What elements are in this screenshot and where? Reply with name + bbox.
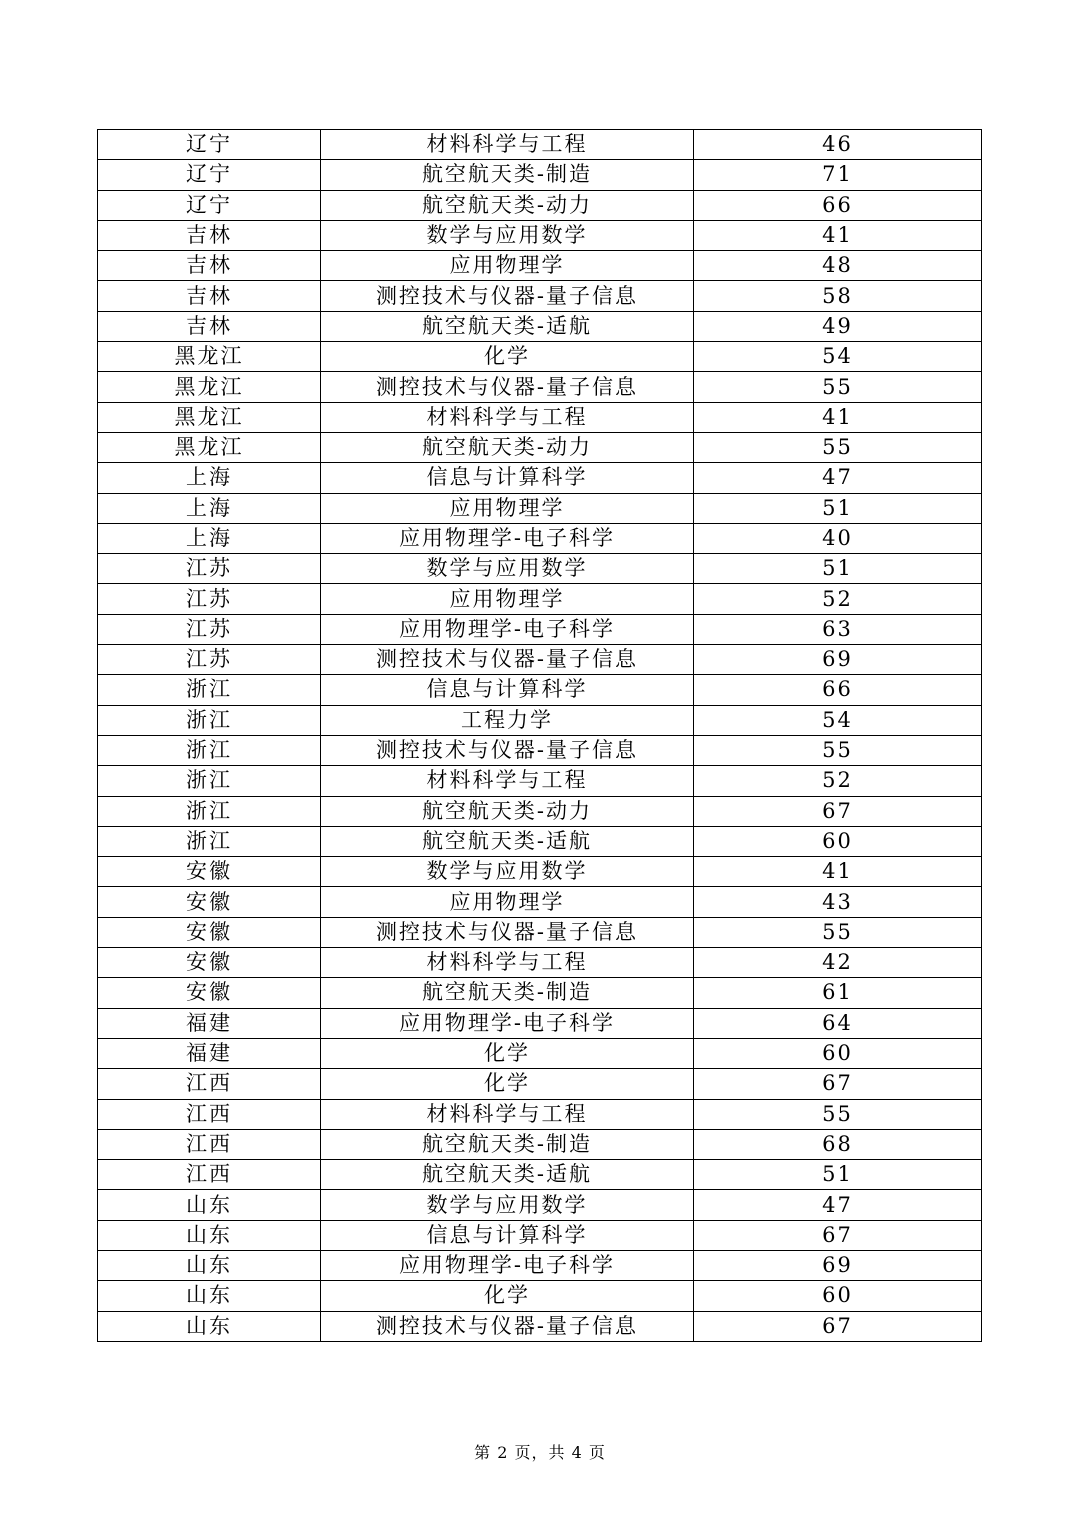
major-cell: 航空航天类-动力 xyxy=(321,796,694,826)
major-cell: 测控技术与仪器-量子信息 xyxy=(321,1311,694,1341)
table-row xyxy=(98,372,982,402)
major-cell: 测控技术与仪器-量子信息 xyxy=(321,372,694,402)
score-cell: 60 xyxy=(694,1281,982,1311)
major-cell: 信息与计算科学 xyxy=(321,1220,694,1250)
province-cell: 安徽 xyxy=(98,978,321,1008)
table-row xyxy=(98,311,982,341)
province-cell: 上海 xyxy=(98,493,321,523)
major-cell: 数学与应用数学 xyxy=(321,1190,694,1220)
score-cell: 55 xyxy=(694,1099,982,1129)
admission-score-table xyxy=(97,129,982,1342)
score-cell: 52 xyxy=(694,766,982,796)
table-row xyxy=(98,645,982,675)
table-row xyxy=(98,493,982,523)
major-cell: 应用物理学-电子科学 xyxy=(321,523,694,553)
score-cell: 54 xyxy=(694,342,982,372)
table-row xyxy=(98,1160,982,1190)
table-row xyxy=(98,887,982,917)
score-cell: 67 xyxy=(694,1220,982,1250)
province-cell: 吉林 xyxy=(98,311,321,341)
score-cell: 58 xyxy=(694,281,982,311)
province-cell: 安徽 xyxy=(98,948,321,978)
province-cell: 黑龙江 xyxy=(98,432,321,462)
score-cell: 41 xyxy=(694,402,982,432)
table-row xyxy=(98,948,982,978)
province-cell: 吉林 xyxy=(98,251,321,281)
province-cell: 山东 xyxy=(98,1311,321,1341)
table-row xyxy=(98,1099,982,1129)
major-cell: 测控技术与仪器-量子信息 xyxy=(321,917,694,947)
province-cell: 安徽 xyxy=(98,887,321,917)
table-row xyxy=(98,1129,982,1159)
province-cell: 浙江 xyxy=(98,675,321,705)
table-row xyxy=(98,251,982,281)
major-cell: 应用物理学 xyxy=(321,493,694,523)
major-cell: 材料科学与工程 xyxy=(321,766,694,796)
major-cell: 材料科学与工程 xyxy=(321,402,694,432)
province-cell: 山东 xyxy=(98,1281,321,1311)
major-cell: 应用物理学 xyxy=(321,887,694,917)
major-cell: 材料科学与工程 xyxy=(321,948,694,978)
province-cell: 山东 xyxy=(98,1220,321,1250)
province-cell: 江西 xyxy=(98,1129,321,1159)
score-cell: 55 xyxy=(694,735,982,765)
score-cell: 67 xyxy=(694,1069,982,1099)
province-cell: 浙江 xyxy=(98,826,321,856)
table-row xyxy=(98,1220,982,1250)
table-row xyxy=(98,584,982,614)
major-cell: 材料科学与工程 xyxy=(321,1099,694,1129)
province-cell: 江苏 xyxy=(98,645,321,675)
score-cell: 60 xyxy=(694,826,982,856)
table-row xyxy=(98,675,982,705)
province-cell: 吉林 xyxy=(98,220,321,250)
score-cell: 42 xyxy=(694,948,982,978)
province-cell: 黑龙江 xyxy=(98,372,321,402)
score-cell: 69 xyxy=(694,645,982,675)
province-cell: 上海 xyxy=(98,523,321,553)
table-row xyxy=(98,1190,982,1220)
score-cell: 55 xyxy=(694,372,982,402)
province-cell: 江西 xyxy=(98,1069,321,1099)
province-cell: 江西 xyxy=(98,1160,321,1190)
score-cell: 47 xyxy=(694,463,982,493)
table-row xyxy=(98,220,982,250)
score-cell: 51 xyxy=(694,493,982,523)
table-row xyxy=(98,614,982,644)
major-cell: 应用物理学 xyxy=(321,251,694,281)
major-cell: 信息与计算科学 xyxy=(321,675,694,705)
score-cell: 48 xyxy=(694,251,982,281)
province-cell: 山东 xyxy=(98,1250,321,1280)
major-cell: 航空航天类-动力 xyxy=(321,190,694,220)
major-cell: 数学与应用数学 xyxy=(321,220,694,250)
table-row xyxy=(98,735,982,765)
province-cell: 浙江 xyxy=(98,796,321,826)
table-row xyxy=(98,342,982,372)
province-cell: 江西 xyxy=(98,1099,321,1129)
table-row xyxy=(98,857,982,887)
score-cell: 43 xyxy=(694,887,982,917)
province-cell: 上海 xyxy=(98,463,321,493)
table-row xyxy=(98,917,982,947)
major-cell: 应用物理学-电子科学 xyxy=(321,614,694,644)
province-cell: 安徽 xyxy=(98,857,321,887)
score-cell: 67 xyxy=(694,1311,982,1341)
major-cell: 测控技术与仪器-量子信息 xyxy=(321,645,694,675)
score-cell: 71 xyxy=(694,160,982,190)
score-cell: 54 xyxy=(694,705,982,735)
major-cell: 航空航天类-适航 xyxy=(321,826,694,856)
table-row xyxy=(98,1250,982,1280)
major-cell: 化学 xyxy=(321,1281,694,1311)
table-row xyxy=(98,1008,982,1038)
major-cell: 测控技术与仪器-量子信息 xyxy=(321,281,694,311)
score-cell: 46 xyxy=(694,130,982,160)
score-cell: 55 xyxy=(694,432,982,462)
major-cell: 航空航天类-制造 xyxy=(321,978,694,1008)
major-cell: 应用物理学 xyxy=(321,584,694,614)
table-row xyxy=(98,463,982,493)
major-cell: 材料科学与工程 xyxy=(321,130,694,160)
major-cell: 化学 xyxy=(321,1038,694,1068)
province-cell: 辽宁 xyxy=(98,160,321,190)
table-row xyxy=(98,160,982,190)
page-footer: 第 2 页，共 4 页 xyxy=(474,1443,606,1462)
major-cell: 航空航天类-制造 xyxy=(321,1129,694,1159)
province-cell: 江苏 xyxy=(98,554,321,584)
score-cell: 66 xyxy=(694,190,982,220)
province-cell: 辽宁 xyxy=(98,130,321,160)
major-cell: 工程力学 xyxy=(321,705,694,735)
province-cell: 吉林 xyxy=(98,281,321,311)
province-cell: 山东 xyxy=(98,1190,321,1220)
major-cell: 化学 xyxy=(321,1069,694,1099)
major-cell: 数学与应用数学 xyxy=(321,554,694,584)
major-cell: 航空航天类-适航 xyxy=(321,311,694,341)
score-cell: 69 xyxy=(694,1250,982,1280)
score-cell: 60 xyxy=(694,1038,982,1068)
score-cell: 68 xyxy=(694,1129,982,1159)
province-cell: 江苏 xyxy=(98,584,321,614)
table-row xyxy=(98,554,982,584)
major-cell: 信息与计算科学 xyxy=(321,463,694,493)
table-row xyxy=(98,705,982,735)
score-cell: 52 xyxy=(694,584,982,614)
score-cell: 51 xyxy=(694,1160,982,1190)
table-row xyxy=(98,1311,982,1341)
score-cell: 47 xyxy=(694,1190,982,1220)
score-cell: 41 xyxy=(694,857,982,887)
province-cell: 黑龙江 xyxy=(98,402,321,432)
score-cell: 51 xyxy=(694,554,982,584)
major-cell: 航空航天类-适航 xyxy=(321,1160,694,1190)
major-cell: 航空航天类-动力 xyxy=(321,432,694,462)
table-row xyxy=(98,402,982,432)
score-cell: 55 xyxy=(694,917,982,947)
province-cell: 浙江 xyxy=(98,735,321,765)
table-row xyxy=(98,1281,982,1311)
table-row xyxy=(98,130,982,160)
score-cell: 67 xyxy=(694,796,982,826)
table-row xyxy=(98,1069,982,1099)
score-cell: 63 xyxy=(694,614,982,644)
score-cell: 40 xyxy=(694,523,982,553)
province-cell: 福建 xyxy=(98,1008,321,1038)
score-cell: 64 xyxy=(694,1008,982,1038)
table-row xyxy=(98,432,982,462)
table-row xyxy=(98,796,982,826)
table-body xyxy=(98,130,982,1342)
province-cell: 江苏 xyxy=(98,614,321,644)
table-row xyxy=(98,281,982,311)
major-cell: 应用物理学-电子科学 xyxy=(321,1008,694,1038)
province-cell: 浙江 xyxy=(98,766,321,796)
province-cell: 黑龙江 xyxy=(98,342,321,372)
province-cell: 安徽 xyxy=(98,917,321,947)
province-cell: 辽宁 xyxy=(98,190,321,220)
table-row xyxy=(98,190,982,220)
table-row xyxy=(98,826,982,856)
province-cell: 福建 xyxy=(98,1038,321,1068)
table-row xyxy=(98,523,982,553)
province-cell: 浙江 xyxy=(98,705,321,735)
table-row xyxy=(98,1038,982,1068)
major-cell: 航空航天类-制造 xyxy=(321,160,694,190)
table-row xyxy=(98,766,982,796)
score-cell: 66 xyxy=(694,675,982,705)
table-row xyxy=(98,978,982,1008)
major-cell: 数学与应用数学 xyxy=(321,857,694,887)
major-cell: 测控技术与仪器-量子信息 xyxy=(321,735,694,765)
score-cell: 61 xyxy=(694,978,982,1008)
score-cell: 41 xyxy=(694,220,982,250)
major-cell: 应用物理学-电子科学 xyxy=(321,1250,694,1280)
major-cell: 化学 xyxy=(321,342,694,372)
score-cell: 49 xyxy=(694,311,982,341)
